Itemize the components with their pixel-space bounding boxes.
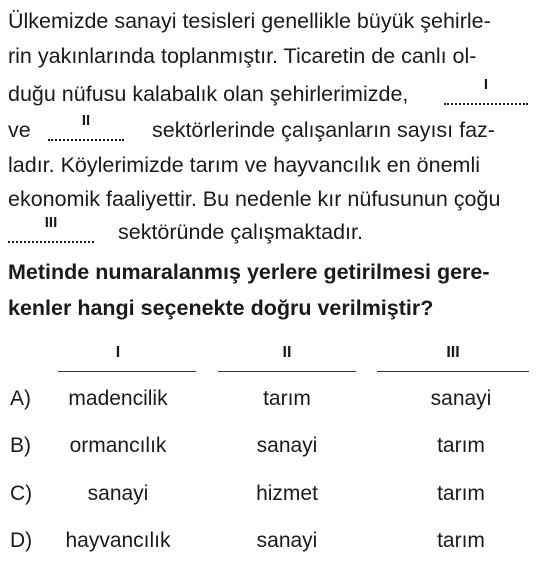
option-c-cell-1: sanayi <box>87 482 149 505</box>
blank-2: II <box>48 117 124 144</box>
option-a-cell-3: sanayi <box>430 387 492 410</box>
option-c-letter[interactable]: C) <box>10 482 33 505</box>
option-b-letter[interactable]: B) <box>10 434 31 457</box>
blank-1: I <box>444 81 528 108</box>
passage-line: ladır. Köylerimizde tarım ve hayvancılık en önemli <box>8 153 481 177</box>
option-a-letter[interactable]: A) <box>10 387 31 410</box>
option-d-cell-3: tarım <box>437 529 485 552</box>
option-c-cell-2: hizmet <box>256 482 318 505</box>
passage-line: sektörlerinde çalışanların sayısı faz- <box>152 118 495 142</box>
column-header-3: III <box>446 344 460 361</box>
header-rule <box>58 371 196 372</box>
option-d-cell-2: sanayi <box>256 529 318 552</box>
question-text: kenler hangi seçenekte doğru verilmiştir? <box>8 296 434 320</box>
passage-line: ekonomik faaliyettir. Bu nedenle kır nüfusunun çoğu <box>8 187 501 211</box>
passage-line: Ülkemizde sanayi tesisleri genellikle büyük şehirle- <box>8 9 491 33</box>
header-rule <box>377 371 529 372</box>
option-d-cell-1: hayvancılık <box>65 529 171 552</box>
option-c-cell-3: tarım <box>437 482 485 505</box>
header-rule <box>218 371 356 372</box>
passage-line: ve <box>8 118 31 142</box>
option-b-cell-2: sanayi <box>256 434 318 457</box>
option-b-cell-3: tarım <box>437 434 485 457</box>
option-d-letter[interactable]: D) <box>10 529 33 552</box>
blank-3: III <box>8 219 94 246</box>
option-a-cell-2: tarım <box>263 387 311 410</box>
column-header-1: I <box>115 344 121 361</box>
question-text: Metinde numaralanmış yerlere getirilmesi gere- <box>8 260 490 284</box>
column-header-2: II <box>282 344 292 361</box>
passage-line: rin yakınlarında toplanmıştır. Ticaretin de canlı ol- <box>8 44 477 68</box>
option-b-cell-1: ormancılık <box>69 434 167 457</box>
passage-line: sektöründe çalışmaktadır. <box>118 220 363 244</box>
passage-line: duğu nüfusu kalabalık olan şehirlerimizde, <box>8 82 409 106</box>
option-a-cell-1: madencilik <box>68 387 168 410</box>
